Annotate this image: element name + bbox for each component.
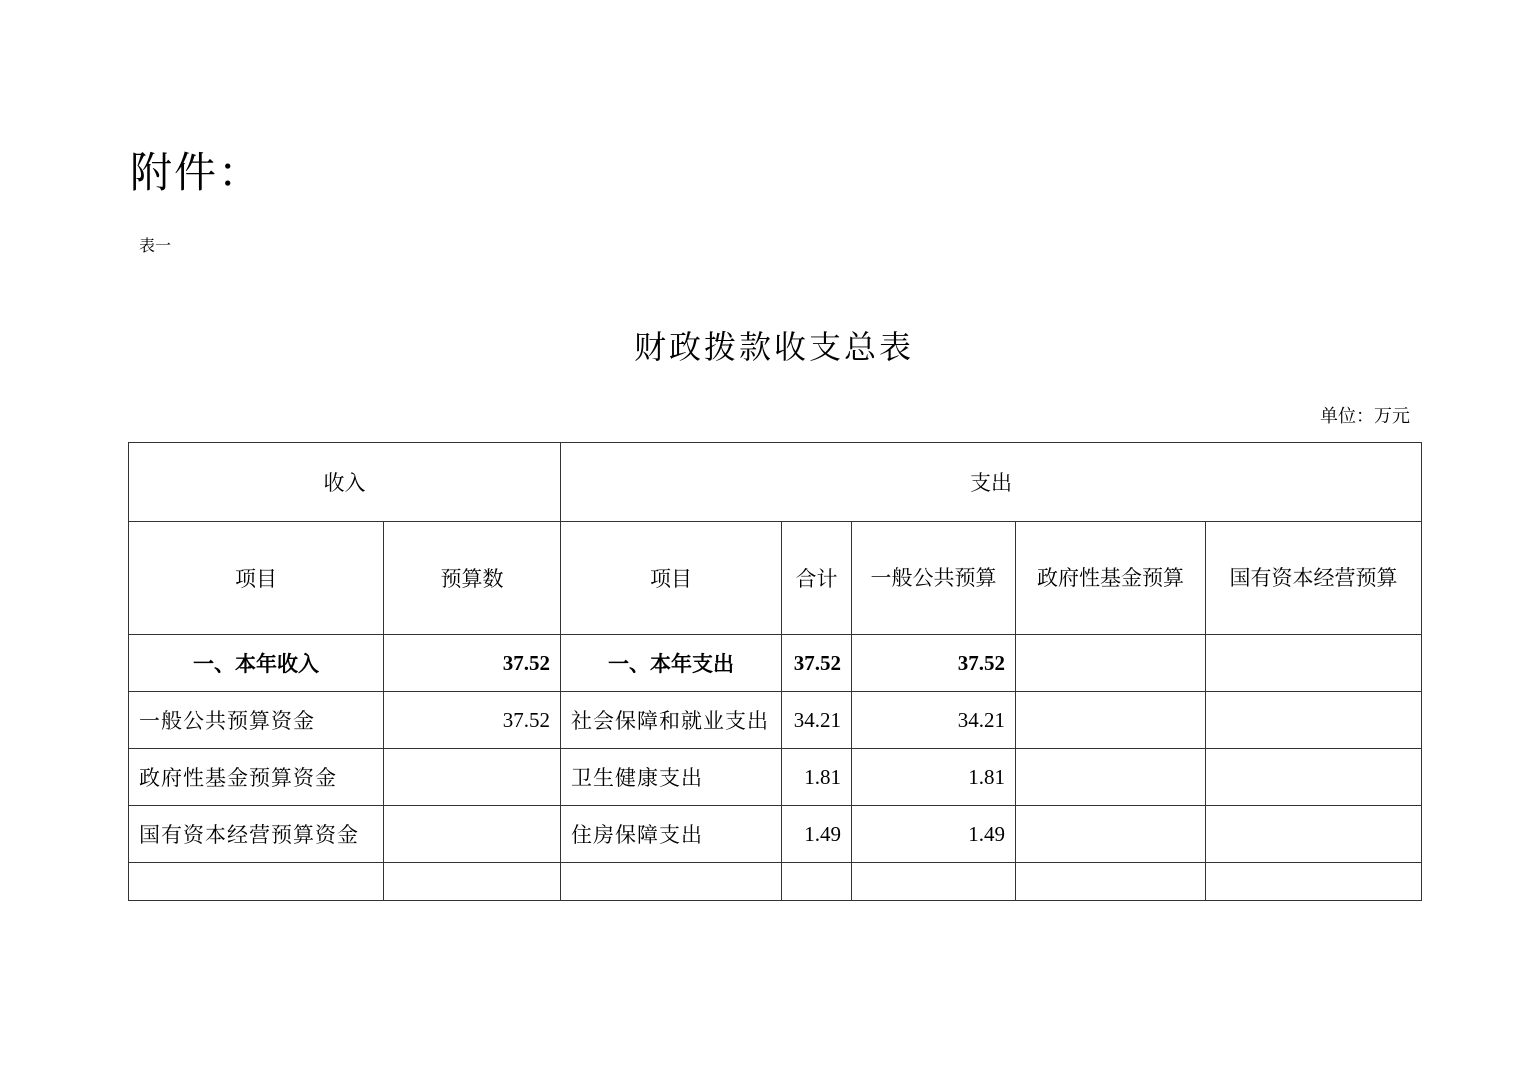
- state-capital-budget-header: 国有资本经营预算: [1206, 522, 1422, 635]
- budget-amount-header: 预算数: [384, 522, 561, 635]
- total-cell: 1.81: [782, 749, 852, 806]
- general-public-budget-header: 一般公共预算: [852, 522, 1016, 635]
- state-capital-cell: [1206, 635, 1422, 692]
- general-public-cell: 37.52: [852, 635, 1016, 692]
- income-header: 收入: [129, 443, 561, 522]
- expenditure-item-cell: 一、本年支出: [561, 635, 782, 692]
- table-row: [129, 806, 1422, 863]
- document-title: 财政拨款收支总表: [633, 328, 914, 366]
- fiscal-summary-table: [128, 442, 1422, 901]
- gov-fund-cell: [1016, 635, 1206, 692]
- income-item-cell: [129, 863, 384, 901]
- expenditure-item-cell: 卫生健康支出: [561, 749, 782, 806]
- general-public-cell: 1.81: [852, 749, 1016, 806]
- gov-fund-budget-header: 政府性基金预算: [1016, 522, 1206, 635]
- expenditure-item-cell: 社会保障和就业支出: [561, 692, 782, 749]
- budget-cell: 37.52: [384, 692, 561, 749]
- income-item-cell: 一般公共预算资金: [129, 692, 384, 749]
- total-cell: 34.21: [782, 692, 852, 749]
- gov-fund-cell: [1016, 749, 1206, 806]
- general-public-cell: 1.49: [852, 806, 1016, 863]
- expenditure-item-header: 项目: [561, 522, 782, 635]
- group-header-row: [129, 443, 1422, 522]
- total-header: 合计: [782, 522, 852, 635]
- table-row: [129, 749, 1422, 806]
- budget-cell: [384, 749, 561, 806]
- table-row: [129, 692, 1422, 749]
- general-public-cell: 34.21: [852, 692, 1016, 749]
- total-cell: 1.49: [782, 806, 852, 863]
- gov-fund-cell: [1016, 806, 1206, 863]
- budget-cell: [384, 863, 561, 901]
- expenditure-item-cell: [561, 863, 782, 901]
- income-item-cell: 政府性基金预算资金: [129, 749, 384, 806]
- state-capital-cell: [1206, 749, 1422, 806]
- general-public-cell: [852, 863, 1016, 901]
- state-capital-cell: [1206, 863, 1422, 901]
- budget-cell: [384, 806, 561, 863]
- unit-label: 单位：万元: [1320, 406, 1410, 427]
- income-item-cell: 国有资本经营预算资金: [129, 806, 384, 863]
- gov-fund-cell: [1016, 863, 1206, 901]
- total-cell: [782, 863, 852, 901]
- state-capital-cell: [1206, 806, 1422, 863]
- budget-cell: 37.52: [384, 635, 561, 692]
- table-row: [129, 863, 1422, 901]
- attachment-label: 附件：: [130, 148, 263, 197]
- table-number: 表一: [139, 236, 172, 255]
- income-item-header: 项目: [129, 522, 384, 635]
- expenditure-header: 支出: [561, 443, 1422, 522]
- column-header-row: [129, 522, 1422, 635]
- gov-fund-cell: [1016, 692, 1206, 749]
- income-item-cell: 一、本年收入: [129, 635, 384, 692]
- expenditure-item-cell: 住房保障支出: [561, 806, 782, 863]
- table-row: [129, 635, 1422, 692]
- state-capital-cell: [1206, 692, 1422, 749]
- total-cell: 37.52: [782, 635, 852, 692]
